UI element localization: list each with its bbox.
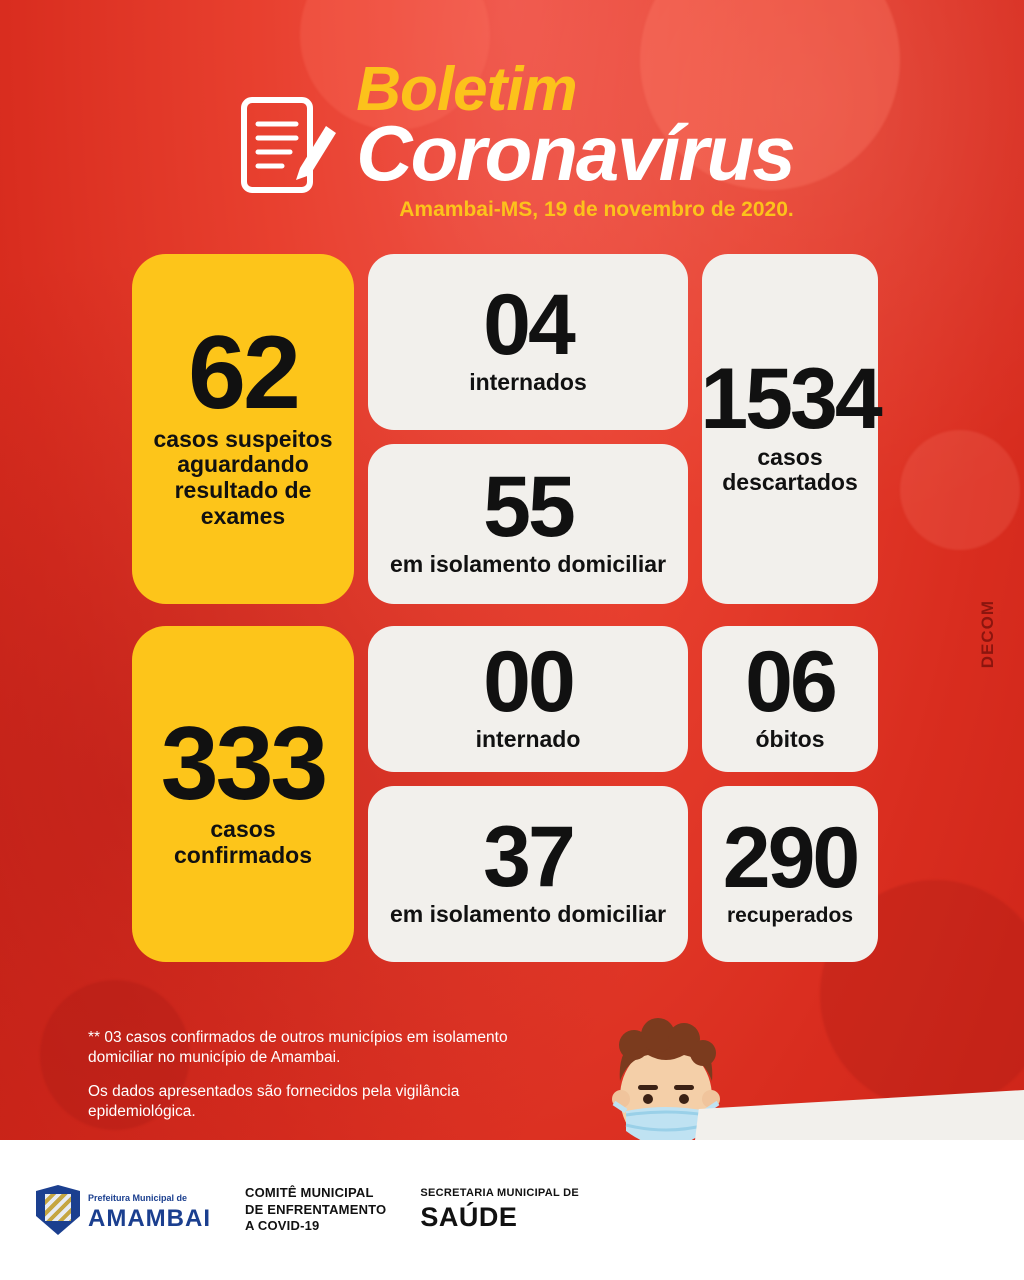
committee-block: [245, 1185, 386, 1235]
recovered-label: recuperados: [726, 903, 854, 927]
suspects-label: casos suspeitos aguardando resultado de exames: [153, 425, 333, 529]
health-line-1: SECRETARIA MUNICIPAL DE: [420, 1186, 580, 1199]
suspects-isolation-value: 55: [483, 458, 573, 555]
committee-line-1: COMITÊ MUNICIPAL: [244, 1185, 374, 1201]
decom-watermark: DECOM: [978, 600, 997, 669]
card-deaths: [702, 626, 878, 772]
confirmed-label: casos confirmados: [173, 816, 313, 869]
card-suspects: [132, 254, 354, 604]
suspects-mid-column: [368, 254, 688, 604]
card-suspects-isolation: [368, 444, 688, 604]
title-group: [356, 55, 794, 222]
suspects-right-column: [702, 254, 878, 604]
deaths-value: 06: [745, 633, 835, 730]
stats-board: [132, 254, 892, 962]
document-pencil-icon: [230, 92, 340, 207]
virus-decoration: [900, 430, 1020, 550]
stats-group-confirmed: [132, 626, 892, 962]
confirmed-value: 333: [160, 705, 326, 822]
confirmed-isolation-value: 37: [483, 808, 573, 905]
suspects-main-column: [132, 254, 354, 604]
poster-footer: [0, 1140, 1024, 1280]
card-confirmed-hospitalized: [368, 626, 688, 772]
card-suspects-hospitalized: [368, 254, 688, 430]
city-hall-sup: Prefeitura Municipal de: [88, 1193, 188, 1203]
poster-header: [0, 0, 1024, 222]
suspects-isolation-label: em isolamento domiciliar: [389, 551, 667, 578]
subtitle-date: Amambai-MS, 19 de novembro de 2020.: [399, 198, 794, 222]
card-discarded: [702, 254, 878, 604]
confirmed-main-column: [132, 626, 354, 962]
health-department-block: [420, 1186, 579, 1235]
confirmed-right-column: [702, 626, 878, 962]
city-hall-logo: [36, 1185, 211, 1235]
discarded-label: casos descartados: [722, 443, 858, 496]
note-item: Os dados apresentados são fornecidos pela vigilância epidemiológica.: [88, 1083, 460, 1121]
recovered-value: 290: [722, 809, 858, 906]
stats-group-suspects: [132, 254, 892, 604]
card-confirmed: [132, 626, 354, 962]
confirmed-isolation-label: em isolamento domiciliar: [389, 901, 667, 928]
committee-line-2: DE ENFRENTAMENTO: [244, 1201, 387, 1217]
confirmed-mid-column: [368, 626, 688, 962]
title-top: Boletim: [356, 55, 577, 124]
committee-line-3: A COVID-19: [244, 1218, 320, 1234]
suspects-hospitalized-label: internados: [469, 369, 587, 396]
suspects-value: 62: [188, 315, 298, 432]
notes-block: [88, 1028, 558, 1137]
deaths-label: óbitos: [755, 726, 825, 753]
page-title: Coronavírus: [356, 108, 794, 197]
confirmed-hospitalized-label: internado: [475, 726, 581, 753]
suspects-hospitalized-value: 04: [483, 276, 573, 373]
shield-icon: [36, 1185, 80, 1235]
title-row: [0, 55, 1024, 222]
footer-logos: [0, 1185, 579, 1235]
note-item: ** 03 casos confirmados de outros municípios em isolamento domiciliar no município de Amambai.: [88, 1029, 508, 1067]
card-recovered: [702, 786, 878, 962]
city-hall-name: AMAMBAI: [88, 1204, 211, 1232]
discarded-value: 1534: [700, 350, 880, 447]
health-line-2: SAÚDE: [420, 1201, 518, 1232]
city-hall-text: [88, 1189, 211, 1231]
confirmed-hospitalized-value: 00: [483, 633, 573, 730]
card-confirmed-isolation: [368, 786, 688, 962]
